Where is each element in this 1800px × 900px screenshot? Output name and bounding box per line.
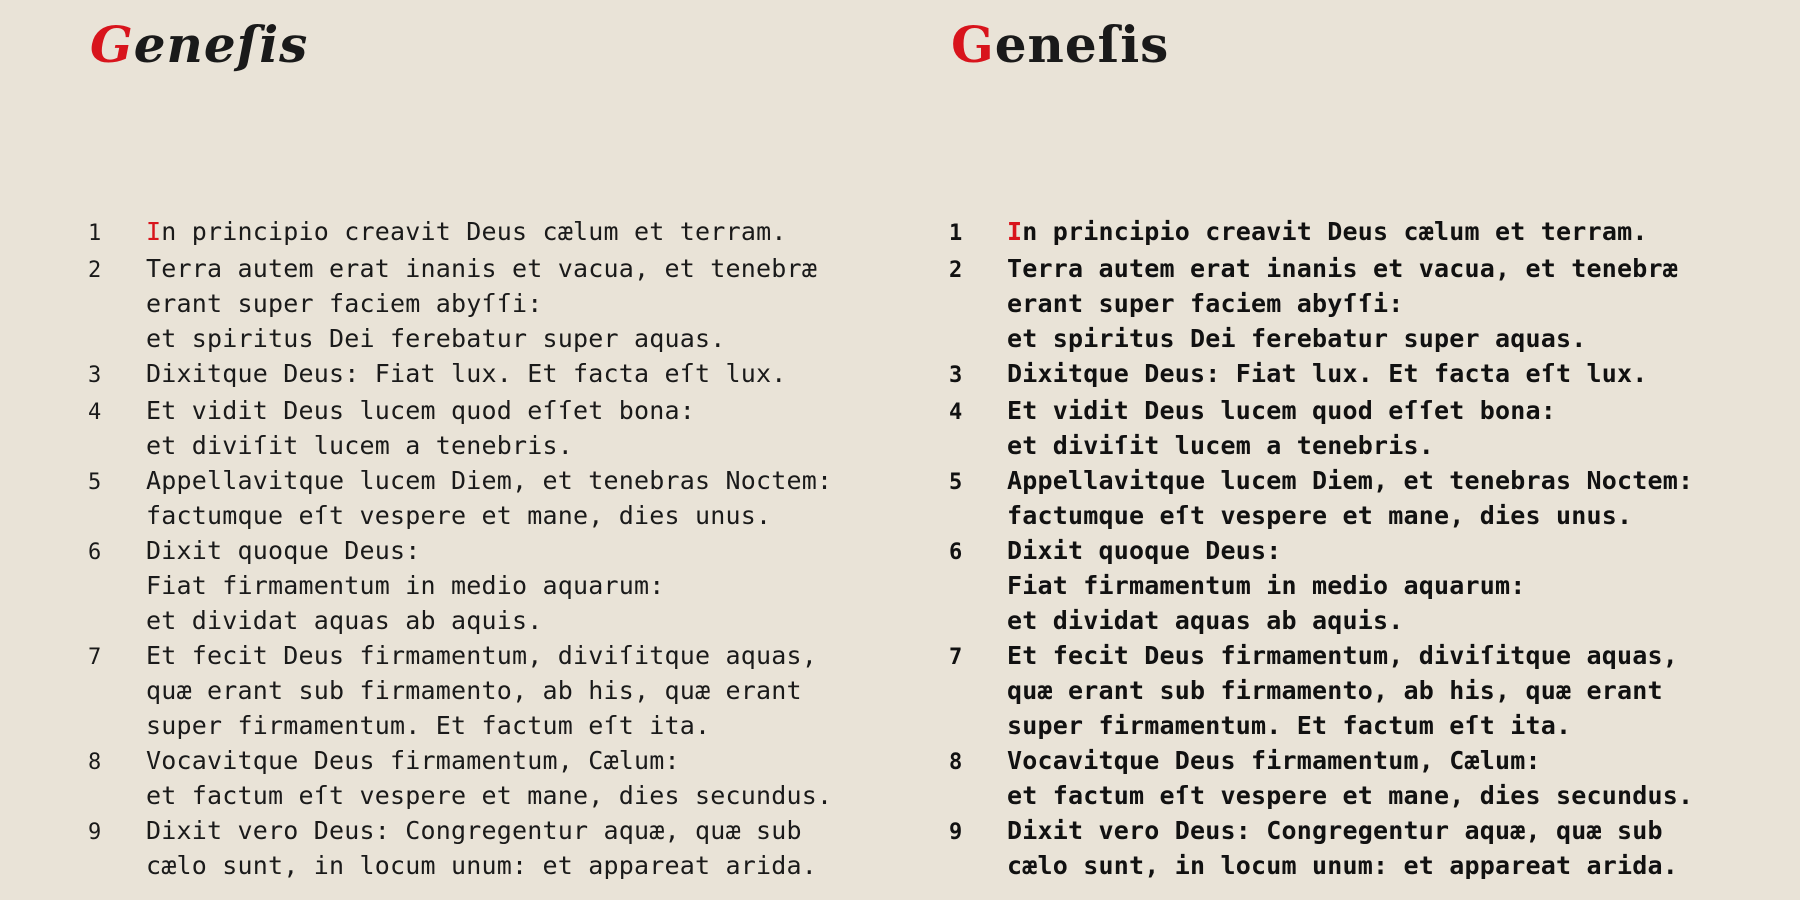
verse (949, 251, 1729, 356)
verse-number: 7 (949, 645, 963, 670)
verse-text (1007, 251, 1729, 356)
verse (88, 813, 868, 883)
verse-line-text: factumque eſt vespere et mane, dies unus. (1007, 501, 1633, 530)
verse-line-text: Dixit vero Deus: Congregentur aquæ, quæ sub (146, 816, 802, 845)
verse-line-text: et factum eſt vespere et mane, dies secundus. (1007, 781, 1694, 810)
title-rest: eneſis (133, 15, 309, 74)
verse (949, 393, 1729, 463)
verse-line (1007, 498, 1729, 533)
verse-line-text: Dixitque Deus: Fiat lux. Et facta eſt lux. (146, 359, 787, 388)
verse-line-text: et spiritus Dei ferebatur super aquas. (146, 324, 726, 353)
verse (949, 356, 1729, 393)
verse-line-text: n principio creavit Deus cælum et terram. (1022, 217, 1648, 246)
verse-text (1007, 356, 1729, 391)
page-title (951, 10, 1169, 80)
verse-text (146, 356, 868, 391)
verse-line (1007, 428, 1729, 463)
verse-line-text: Fiat firmamentum in medio aquarum: (146, 571, 665, 600)
verse-line-text: erant super faciem abyſſi: (1007, 289, 1404, 318)
verse-line-text: quæ erant sub firmamento, ab his, quæ erant (146, 676, 802, 705)
verse-text (1007, 813, 1729, 883)
verse-line (1007, 321, 1729, 356)
verse-line (146, 463, 868, 498)
verse-line (1007, 743, 1729, 778)
title-initial: G (90, 15, 134, 74)
verse-number: 4 (949, 400, 963, 425)
verse-line-text: Vocavitque Deus firmamentum, Cælum: (1007, 746, 1541, 775)
verse-line-text: Dixitque Deus: Fiat lux. Et facta eſt lux. (1007, 359, 1648, 388)
verse-number: 8 (949, 750, 963, 775)
verse (88, 743, 868, 813)
verse-line-text: Dixit quoque Deus: (1007, 536, 1282, 565)
verse (949, 743, 1729, 813)
verse (949, 638, 1729, 743)
verse-number: 3 (949, 363, 963, 388)
verse-text (1007, 638, 1729, 743)
verse (949, 463, 1729, 533)
verse-line-text: quæ erant sub firmamento, ab his, quæ erant (1007, 676, 1663, 705)
verse-line-text: Et vidit Deus lucem quod eſſet bona: (146, 396, 696, 425)
verse-line (146, 498, 868, 533)
verse-text (146, 463, 868, 533)
verse-number: 8 (88, 750, 102, 775)
verse-line (146, 286, 868, 321)
verse-line (1007, 673, 1729, 708)
verse-line (1007, 533, 1729, 568)
drop-cap: I (146, 217, 162, 246)
verse-line-text: Appellavitque lucem Diem, et tenebras Noctem: (146, 466, 833, 495)
verse-line (1007, 214, 1729, 249)
verse-line (1007, 848, 1729, 883)
verse-line (1007, 638, 1729, 673)
verse (88, 463, 868, 533)
verse (88, 214, 868, 251)
verse (949, 214, 1729, 251)
verse-line-text: Terra autem erat inanis et vacua, et tenebræ (1007, 254, 1679, 283)
verse-number: 5 (88, 470, 102, 495)
verse-line-text: Dixit quoque Deus: (146, 536, 421, 565)
verse-text (1007, 463, 1729, 533)
verse-text (146, 251, 868, 356)
verse-line-text: et dividat aquas ab aquis. (1007, 606, 1404, 635)
verse-line (146, 848, 868, 883)
verse-text (146, 214, 868, 249)
verse-number: 6 (949, 540, 963, 565)
verse-line-text: et spiritus Dei ferebatur super aquas. (1007, 324, 1587, 353)
verse-line (1007, 603, 1729, 638)
bold-specimen-column (949, 0, 1749, 900)
verse-line-text: et diviſit lucem a tenebris. (1007, 431, 1435, 460)
verse-line (1007, 251, 1729, 286)
verse-line (1007, 568, 1729, 603)
verse-text (1007, 214, 1729, 249)
verse-text (146, 393, 868, 463)
verse-text (146, 533, 868, 638)
verse-line-text: et factum eſt vespere et mane, dies secundus. (146, 781, 833, 810)
verse (88, 251, 868, 356)
verse-line (146, 428, 868, 463)
verse-line (1007, 813, 1729, 848)
verse-line-text: super firmamentum. Et factum eſt ita. (146, 711, 711, 740)
verse-number: 2 (88, 258, 102, 283)
verse-list (88, 214, 868, 883)
verse-number: 5 (949, 470, 963, 495)
verse-line (146, 214, 868, 249)
verse-line (146, 393, 868, 428)
verse-line (146, 813, 868, 848)
verse-line-text: et diviſit lucem a tenebris. (146, 431, 574, 460)
verse-number: 9 (949, 820, 963, 845)
verse-line-text: cælo sunt, in locum unum: et appareat arida. (146, 851, 818, 880)
verse-line (146, 568, 868, 603)
verse (88, 638, 868, 743)
verse-line-text: Terra autem erat inanis et vacua, et tenebræ (146, 254, 818, 283)
verse-number: 2 (949, 258, 963, 283)
verse-line-text: et dividat aquas ab aquis. (146, 606, 543, 635)
verse-line (146, 356, 868, 391)
verse-text (1007, 393, 1729, 463)
verse-line-text: Et fecit Deus firmamentum, diviſitque aquas, (1007, 641, 1679, 670)
verse (949, 813, 1729, 883)
verse (949, 533, 1729, 638)
verse-text (1007, 743, 1729, 813)
verse-line-text: Fiat firmamentum in medio aquarum: (1007, 571, 1526, 600)
verse-line (146, 251, 868, 286)
verse-line (146, 603, 868, 638)
verse-line-text: Appellavitque lucem Diem, et tenebras Noctem: (1007, 466, 1694, 495)
title-initial: G (951, 15, 995, 74)
verse-text (146, 743, 868, 813)
verse-line (1007, 778, 1729, 813)
drop-cap: I (1007, 217, 1023, 246)
verse-line-text: Dixit vero Deus: Congregentur aquæ, quæ sub (1007, 816, 1663, 845)
verse (88, 356, 868, 393)
verse-number: 1 (88, 221, 102, 246)
verse-number: 3 (88, 363, 102, 388)
verse-line (146, 638, 868, 673)
verse-line (146, 743, 868, 778)
verse-line-text: Vocavitque Deus firmamentum, Cælum: (146, 746, 680, 775)
verse-line-text: cælo sunt, in locum unum: et appareat arida. (1007, 851, 1679, 880)
verse-line-text: erant super faciem abyſſi: (146, 289, 543, 318)
verse-line (1007, 393, 1729, 428)
page-title (90, 10, 308, 80)
verse-line (1007, 356, 1729, 391)
verse-line (146, 708, 868, 743)
verse-list (949, 214, 1729, 883)
verse-line (146, 533, 868, 568)
verse (88, 533, 868, 638)
verse-number: 7 (88, 645, 102, 670)
verse-line-text: n principio creavit Deus cælum et terram. (161, 217, 787, 246)
verse-line-text: Et vidit Deus lucem quod eſſet bona: (1007, 396, 1557, 425)
verse-text (146, 813, 868, 883)
verse-text (1007, 533, 1729, 638)
verse-line (146, 778, 868, 813)
verse-line (146, 673, 868, 708)
verse-text (146, 638, 868, 743)
verse-number: 6 (88, 540, 102, 565)
verse-number: 1 (949, 221, 963, 246)
verse-line (1007, 463, 1729, 498)
verse-line-text: super firmamentum. Et factum eſt ita. (1007, 711, 1572, 740)
verse-line (1007, 708, 1729, 743)
verse-line (1007, 286, 1729, 321)
verse-line (146, 321, 868, 356)
title-rest: eneſis (994, 15, 1170, 74)
verse (88, 393, 868, 463)
regular-specimen-column (88, 0, 888, 900)
verse-line-text: factumque eſt vespere et mane, dies unus. (146, 501, 772, 530)
verse-line-text: Et fecit Deus firmamentum, diviſitque aquas, (146, 641, 818, 670)
verse-number: 4 (88, 400, 102, 425)
verse-number: 9 (88, 820, 102, 845)
